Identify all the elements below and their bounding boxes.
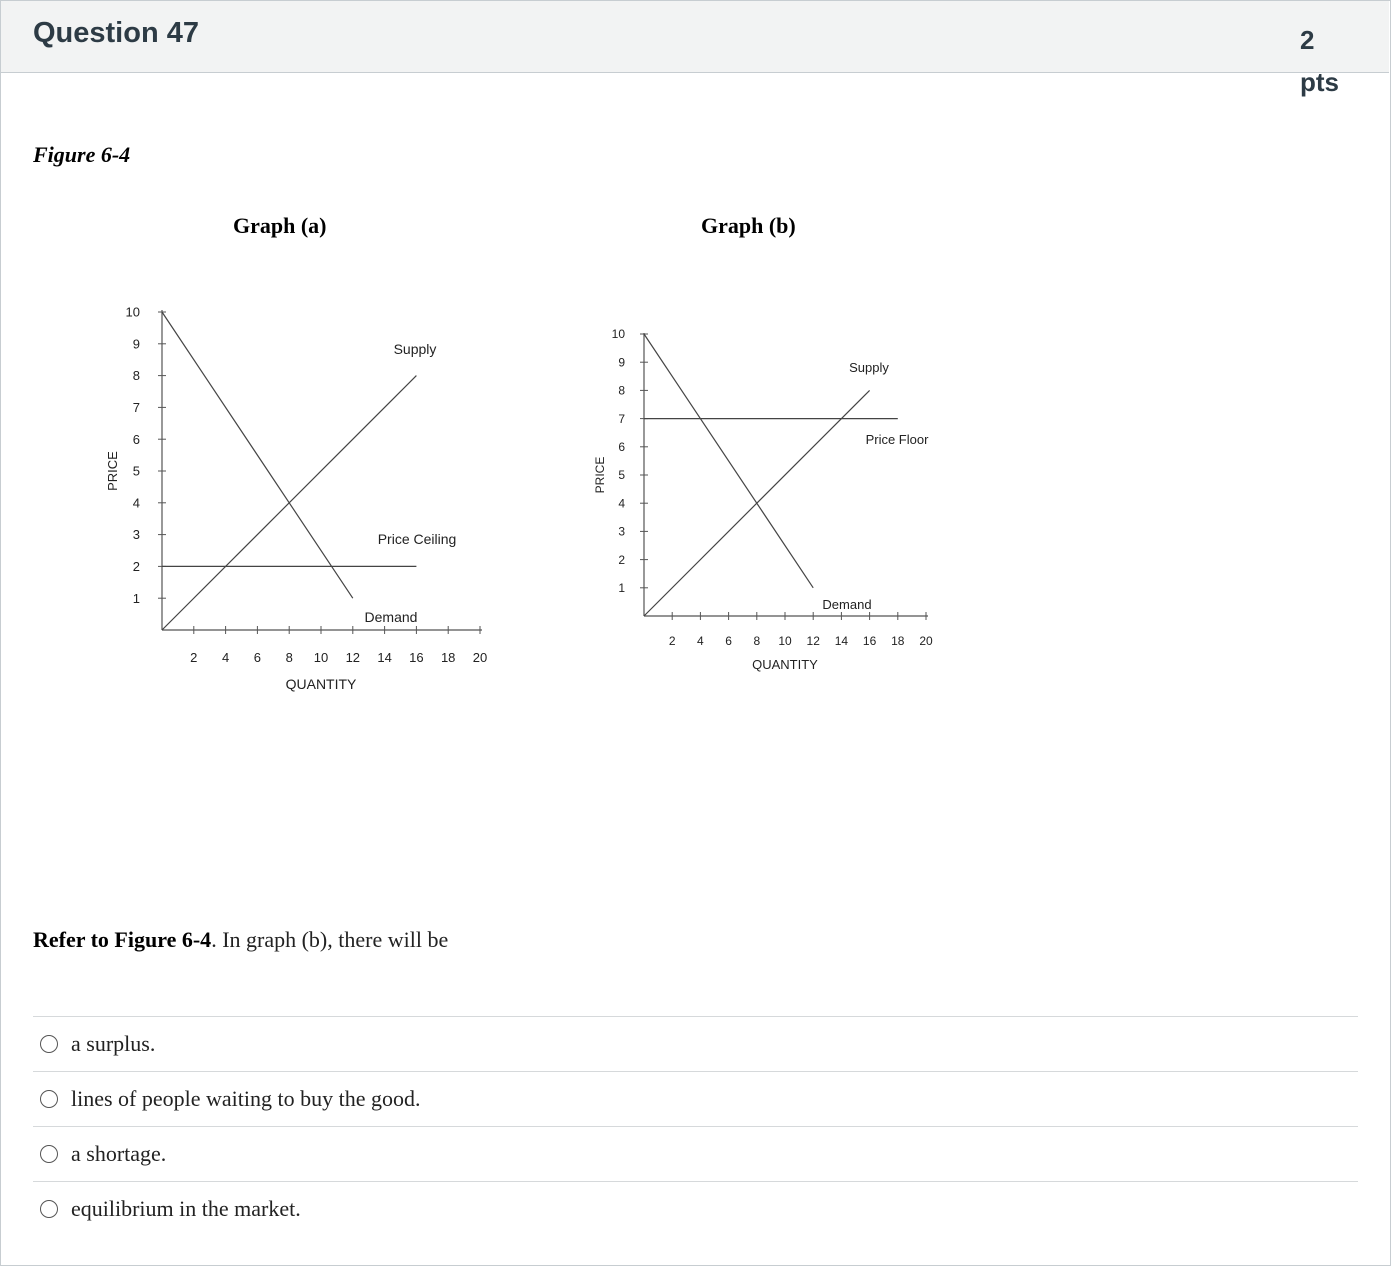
y-tick-label: 1 [132, 590, 140, 606]
y-tick-label: 10 [125, 304, 140, 320]
answer-list [33, 1016, 1358, 1236]
graph-b-title: Graph (b) [701, 213, 796, 238]
x-tick-label: 8 [285, 650, 293, 665]
x-tick-label: 10 [778, 634, 792, 648]
x-tick-label: 6 [253, 650, 262, 665]
x-tick-label: 18 [440, 650, 456, 665]
x-tick-label: 8 [753, 634, 761, 648]
radio-button[interactable] [40, 1200, 58, 1218]
y-tick-label: 9 [132, 336, 140, 352]
x-tick-label: 4 [697, 634, 704, 648]
x-tick-label: 2 [190, 650, 198, 665]
figure-label: Figure 6-4 [33, 142, 131, 167]
y-tick-label: 8 [618, 383, 625, 398]
y-tick-label: 3 [132, 527, 140, 543]
graph-a-title: Graph (a) [233, 213, 327, 238]
x-tick-label: 20 [472, 650, 488, 665]
y-tick-label: 7 [132, 399, 140, 415]
y-tick-label: 4 [618, 496, 625, 511]
answer-option[interactable] [33, 1126, 1358, 1181]
demand-line [644, 334, 813, 588]
answer-label: a surplus. [71, 1031, 156, 1056]
answer-label: a shortage. [71, 1141, 167, 1166]
y-tick-label: 4 [132, 495, 140, 511]
answer-label: lines of people waiting to buy the good. [71, 1086, 421, 1111]
x-tick-label: 4 [221, 650, 230, 665]
answer-option[interactable] [33, 1071, 1358, 1126]
x-tick-label: 6 [725, 634, 732, 648]
answer-option[interactable] [33, 1016, 1358, 1071]
supply-label: Supply [849, 360, 889, 375]
x-tick-label: 16 [409, 650, 424, 665]
x-tick-label: 2 [668, 634, 676, 648]
x-axis-label: QUANTITY [285, 676, 357, 692]
question-points: 2 pts [1300, 25, 1339, 97]
answer-label: equilibrium in the market. [71, 1196, 301, 1221]
supply-label: Supply [393, 341, 437, 357]
price-ceiling-label: Price Ceiling [377, 531, 457, 547]
question-stem [33, 927, 448, 953]
y-tick-label: 2 [618, 552, 625, 567]
y-tick-label: 6 [132, 431, 140, 447]
y-axis-label: PRICE [593, 456, 607, 494]
radio-button[interactable] [40, 1090, 58, 1108]
y-tick-label: 10 [611, 327, 625, 342]
x-tick-label: 20 [919, 634, 933, 648]
stem-figure-reference: Refer to Figure 6-4 [33, 927, 212, 952]
x-tick-label: 12 [345, 650, 361, 665]
radio-button[interactable] [40, 1035, 58, 1053]
answer-option[interactable] [33, 1181, 1358, 1236]
question-title: Question 47 [33, 17, 199, 49]
demand-label: Demand [822, 597, 872, 612]
x-tick-label: 14 [834, 634, 849, 648]
demand-label: Demand [364, 609, 418, 625]
x-tick-label: 18 [891, 634, 905, 648]
y-tick-label: 5 [132, 463, 140, 479]
x-tick-label: 12 [806, 634, 820, 648]
radio-button[interactable] [40, 1145, 58, 1163]
y-tick-label: 2 [132, 558, 140, 574]
y-tick-label: 3 [618, 524, 625, 539]
y-tick-label: 7 [618, 411, 625, 426]
x-tick-label: 14 [377, 650, 392, 665]
x-tick-label: 10 [313, 650, 329, 665]
price-floor-label: Price Floor [865, 432, 929, 447]
y-tick-label: 6 [618, 440, 625, 454]
y-tick-label: 5 [618, 468, 625, 483]
x-tick-label: 16 [862, 634, 877, 648]
stem-text: . In graph (b), there will be [211, 927, 449, 952]
y-tick-label: 8 [132, 368, 140, 384]
y-axis-label: PRICE [105, 451, 120, 491]
x-axis-label: QUANTITY [752, 657, 818, 672]
y-tick-label: 9 [618, 355, 625, 370]
y-tick-label: 1 [618, 581, 625, 595]
